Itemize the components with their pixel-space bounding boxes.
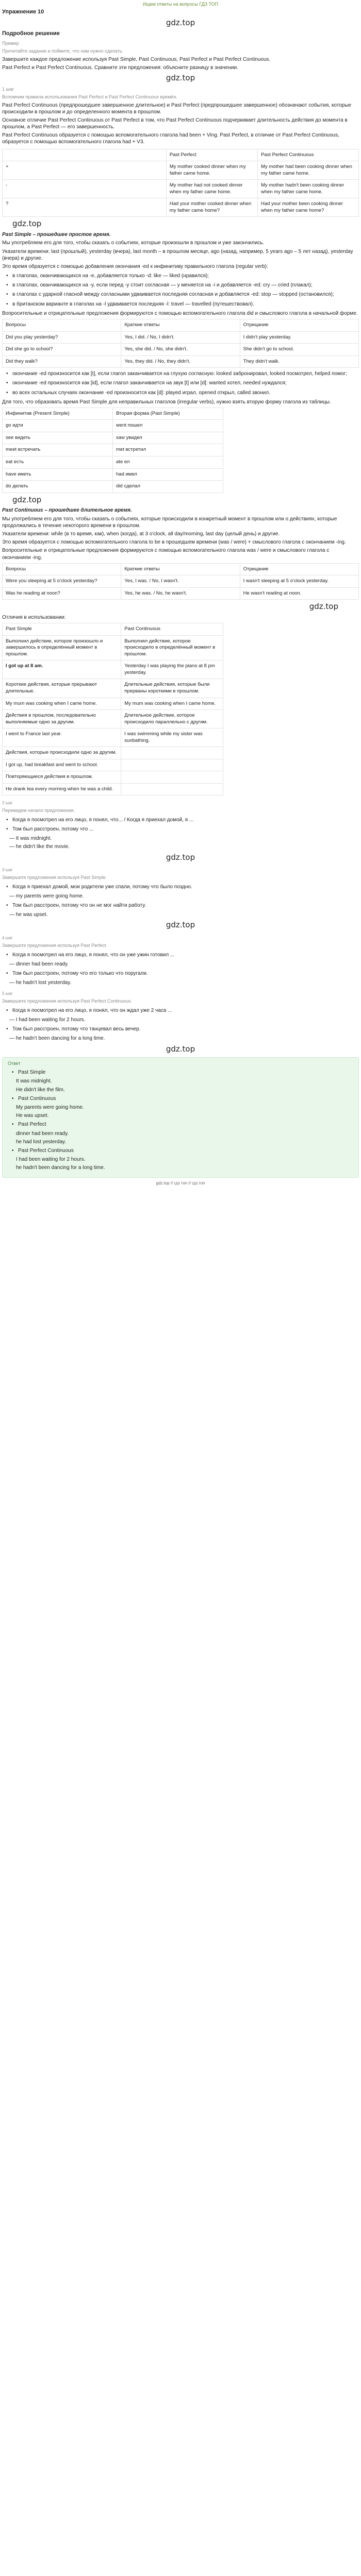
final-answer-box — [2, 1057, 359, 1177]
table-cell: saw увидел — [113, 432, 223, 444]
table-row — [3, 198, 359, 217]
table-cell: went пошел — [113, 420, 223, 432]
step-lead: Завершите предложения используя Past Perfect Continuous. — [2, 998, 132, 1004]
table-cell — [121, 747, 223, 759]
irregular-table — [2, 408, 223, 493]
rule-paragraph: Это время образуется с помощью вспомогательного глагола to be в прошедшем времени (was / were) + смыслового глагола с окончанием -ing. — [2, 539, 346, 546]
list-item: • Том был расстроен, потому что ... — [6, 826, 359, 833]
watermark: gdz.top — [166, 1044, 195, 1054]
table-row — [3, 728, 223, 747]
table-row — [3, 432, 223, 444]
table-cell: Had your mother been cooking dinner when my father came home? — [257, 198, 358, 217]
answer-group — [2, 868, 359, 918]
table-cell: He drank tea every morning when he was a child. — [3, 783, 121, 795]
final-answer-list — [12, 1095, 353, 1102]
rule-paragraph: Вопросительные и отрицательные предложения формируются с помощью вспомогательного глагола was / were и смыслового глагола с окончанием -ing. — [2, 548, 330, 561]
list-item: • в британском варианте в глаголах на -l удваивается последняя -l: travel — travelled (путешествовал). — [6, 301, 359, 308]
table-cell: ate ел — [113, 456, 223, 469]
table-row — [3, 331, 359, 344]
table-cell: Did they walk? — [3, 355, 121, 368]
table-row — [3, 660, 223, 679]
pronunciation-list — [6, 370, 359, 396]
answer-line: — he hadn't been dancing for a long time. — [9, 1036, 105, 1042]
table-header: Вторая форма (Past Simple) — [113, 408, 223, 420]
table-cell: Did you play yesterday? — [3, 331, 121, 344]
table-header: Отрицание — [240, 563, 358, 575]
rule-paragraph: Вопросительные и отрицательные предложения формируются с помощью вспомогательного глагола did и смыслового глагола в начальной форме. — [2, 310, 358, 316]
table-row — [3, 355, 359, 368]
table-row — [3, 635, 223, 660]
table-cell: go идти — [3, 420, 113, 432]
answer-list — [6, 952, 359, 958]
table-cell: Длительные действия, которые были прерваны короткими в прошлом. — [121, 679, 223, 698]
table-cell: Выполнял действие, которое происходило в определённый момент в прошлом. — [121, 635, 223, 660]
answer-line: — he was upset. — [9, 912, 48, 918]
step-label: 5 шаг — [2, 991, 13, 996]
table-cell: My mum was cooking when I came home. — [121, 698, 223, 710]
answer-group — [2, 991, 359, 1042]
list-item: • Когда я посмотрел на его лицо, я понял, что... / Когда я приехал домой, я ... — [6, 817, 359, 823]
list-item: • в глаголах с ударной гласной между согласными удваивается последняя согласная и добавляется -ed: stop — stopped (остановился); — [6, 291, 359, 298]
answer-line: dinner had been ready. — [16, 1130, 69, 1137]
table-cell — [121, 759, 223, 771]
final-answer-list — [12, 1147, 353, 1154]
table-cell: They didn't walk. — [240, 355, 358, 368]
list-item: • Когда я посмотрел на его лицо, я понял, что он уже ужин готовил ... — [6, 952, 359, 958]
list-item: • Когда я посмотрел на его лицо, я понял, что он ждал уже 2 часа ... — [6, 1007, 359, 1014]
table-cell: My mother had not cooked dinner when my father came home. — [166, 180, 257, 198]
table-row — [3, 180, 359, 198]
rule-paragraph: Это время образуется с помощью добавления окончания -ed к инфинитиву правильного глагола (regular verb): — [2, 263, 268, 269]
table-row — [3, 575, 359, 588]
table-row — [3, 759, 223, 771]
list-item: • Когда я приехал домой, мои родители уже спали, потому что было поздно. — [6, 884, 359, 890]
table-cell — [121, 783, 223, 795]
answer-line: My parents were going home. — [16, 1105, 84, 1111]
section-lead: Вспомним правила использования Past Perfect и Past Perfect Continuous времён. — [2, 94, 178, 99]
table-cell: My mother had been cooking dinner when my father came home. — [257, 161, 358, 180]
table-cell: Короткие действия, которые прерывают длительные. — [3, 679, 121, 698]
table-row — [3, 747, 223, 759]
table-cell: Повторяющиеся действия в прошлом. — [3, 771, 121, 784]
table-header: Вопросы — [3, 563, 121, 575]
perfect-table — [2, 149, 359, 217]
table-cell: Yes, they did. / No, they didn't. — [121, 355, 240, 368]
table-cell: did сделал — [113, 481, 223, 493]
step-lead: Переведем начало предложения. — [2, 807, 75, 813]
past-continuous-heading: Past Continuous – прошедшее длительное время. — [2, 507, 132, 514]
table-cell: I didn't play yesterday. — [240, 331, 358, 344]
rule-paragraph: Мы употребляем его для того, чтобы сказать о событиях, которые произошли в прошлом и уже закончились. — [2, 240, 265, 246]
was-table — [2, 563, 359, 600]
table-row — [3, 587, 359, 600]
table-row — [3, 408, 223, 420]
table-cell: My mother hadn't been cooking dinner when my father came home. — [257, 180, 358, 198]
table-cell: Did she go to school? — [3, 344, 121, 356]
footer: gdz.top // гдз топ // гдз.топ — [156, 1180, 205, 1185]
difference-title: Отличия в использовании: — [2, 615, 66, 621]
table-row — [3, 481, 223, 493]
table-row — [3, 698, 223, 710]
answer-line: He was upset. — [16, 1113, 49, 1119]
list-item: • во всех остальных случаях окончание -ed произносится как [d]: played играл, opened открыл, called звонил. — [6, 389, 359, 396]
step-label: 1 шаг — [2, 86, 14, 92]
table-cell: had имел — [113, 468, 223, 481]
watermark: gdz.top — [166, 920, 195, 930]
answer-list — [6, 1026, 359, 1032]
table-row — [3, 563, 359, 575]
table-row — [3, 468, 223, 481]
table-cell: met встретил — [113, 444, 223, 456]
table-cell: I got up at 8 am. — [3, 660, 121, 679]
answer-line: It was midnight. — [16, 1078, 52, 1084]
past-simple-heading: Past Simple – прошедшее простое время. — [2, 232, 111, 238]
table-row — [3, 783, 223, 795]
difference-table — [2, 623, 223, 795]
table-cell: My mum was cooking when I came home. — [3, 698, 121, 710]
table-cell: Действия, которые происходили одно за другим. — [3, 747, 121, 759]
table-cell: Were you sleeping at 5 o'clock yesterday? — [3, 575, 121, 588]
table-cell: meet встречать — [3, 444, 113, 456]
intro-paragraph: Прочитайте задание и поймите, что нам нужно сделать. — [2, 48, 123, 54]
ed-rules-list — [6, 273, 359, 308]
step-label: 2 шаг — [2, 801, 13, 806]
list-item: • окончание -ed произносится как [id], если глагол заканчивается на звук [t] или [d]: wanted хотел, needed нуждался; — [6, 380, 359, 386]
answer-label: Ответ — [8, 1061, 21, 1066]
table-row — [3, 679, 223, 698]
answer-list — [6, 902, 359, 909]
answer-line: — dinner had been ready. — [9, 961, 69, 967]
tense-label: • Past Continuous — [12, 1095, 353, 1102]
answer-line: he hadn't been dancing for a long time. — [16, 1165, 105, 1171]
intro-paragraph: Завершите каждое предложение используя Past Simple, Past Continuous, Past Perfect и Past Perfect Continuous. — [2, 56, 271, 62]
table-cell: Was he reading at noon? — [3, 587, 121, 600]
answer-list — [6, 970, 359, 977]
intro-paragraph: Past Perfect и Past Perfect Continuous. Сравните эти предложения: объясните разницу в значении. — [2, 64, 238, 71]
table-row — [3, 444, 223, 456]
answer-line: — I had been waiting for 2 hours. — [9, 1017, 86, 1023]
table-cell: Yes, I was. / No, I wasn't. — [121, 575, 240, 588]
answer-line: he had lost yesterday. — [16, 1139, 67, 1145]
table-cell: I went to France last year. — [3, 728, 121, 747]
table-cell: I wasn't sleeping at 5 o'clock yesterday. — [240, 575, 358, 588]
tense-label: • Past Perfect Continuous — [12, 1147, 353, 1154]
top-note[interactable]: Ищем ответы на вопросы ГДЗ ТОП — [142, 2, 219, 7]
answer-line: He didn't like the film. — [16, 1087, 65, 1093]
table-cell: Выполнил действие, которое произошло и завершилось в определённый момент в прошлом. — [3, 635, 121, 660]
watermark: gdz.top — [166, 852, 195, 862]
step-lead: Завершите предложения используя Past Simple. — [2, 874, 107, 880]
table-header: Past Perfect Continuous — [257, 149, 358, 161]
table-header: Вопросы — [3, 319, 121, 332]
table-cell: Had your mother cooked dinner when my father came home? — [166, 198, 257, 217]
answer-line: — he hadn't lost yesterday. — [9, 980, 72, 986]
table-cell: - — [3, 180, 167, 198]
step-lead: Завершите предложения используя Past Perfect. — [2, 942, 107, 948]
table-cell: She didn't go to school. — [240, 344, 358, 356]
list-item: • в глаголах, оканчивающихся на -e, добавляется только -d: like — liked (нравился); — [6, 273, 359, 279]
step-label: 4 шаг — [2, 936, 13, 941]
rule-paragraph: Past Perfect Continuous (предпрошедшее завершенное длительное) и Past Perfect (предпрошедшее завершенное) обозначают события, которые происходили в прошлом и до определенного момента в прошлом. — [2, 102, 352, 115]
table-header: Past Simple — [3, 623, 121, 636]
answer-line: — It was midnight. — [9, 836, 52, 842]
did-table — [2, 319, 359, 368]
table-header: Краткие ответы — [121, 563, 240, 575]
solution-title: Подробное решение — [2, 30, 60, 37]
intro-label: Пример — [2, 40, 19, 46]
table-cell: Yes, I did. / No, I didn't. — [121, 331, 240, 344]
watermark: gdz.top — [12, 219, 42, 229]
tense-label: • Past Simple — [12, 1069, 353, 1076]
table-row — [3, 623, 223, 636]
final-answer-list — [12, 1069, 353, 1076]
table-header: Инфинитив (Present Simple) — [3, 408, 113, 420]
page — [0, 0, 361, 1187]
tense-label: • Past Perfect — [12, 1121, 353, 1128]
table-header: Отрицание — [240, 319, 358, 332]
rule-paragraph: Для того, что образовать время Past Simple для неправильных глаголов (irregular verbs), нужно взять вторую форму глагола из таблицы. — [2, 399, 331, 405]
rule-paragraph: Мы употребляем его для того, чтобы сказать о событиях, которые происходили в конкретный момент в прошлом или о действиях, которые продолжались в течение некоторого времени в прошлом. — [2, 516, 337, 529]
table-cell: Yes, she did. / No, she didn't. — [121, 344, 240, 356]
list-item: • Том был расстроен, потому что танцевал весь вечер. — [6, 1026, 359, 1032]
rule-paragraph: Указатели времени: last (прошлый), yesterday (вчера), last month – в прошлом месяце, ago (назад, например, 5 years ago – 5 лет назад), yesterday (вчера) и другие. — [2, 248, 353, 261]
table-row — [3, 771, 223, 784]
table-cell — [121, 771, 223, 784]
table-row — [3, 319, 359, 332]
table-cell: eat есть — [3, 456, 113, 469]
answer-list — [6, 884, 359, 890]
table-cell: ? — [3, 198, 167, 217]
table-header: Краткие ответы — [121, 319, 240, 332]
step-label: 3 шаг — [2, 868, 13, 873]
answer-group — [2, 936, 359, 986]
table-header: Past Perfect — [166, 149, 257, 161]
answer-line: I had been waiting for 2 hours. — [16, 1157, 86, 1163]
rule-paragraph: Past Perfect Continuous образуется с помощью вспомогательного глагола had been + Ving. Past Perfect, в отличие от Past Perfect Continuous, образуется с помощью вспомогательного глагола had + V3. — [2, 132, 340, 145]
watermark: gdz.top — [309, 602, 338, 612]
list-item: • окончание -ed произносится как [t], если глагол заканчивается на глухую согласную: looked забронировал, looked посмотрел, helped помог; — [6, 370, 359, 377]
watermark: gdz.top — [166, 73, 195, 82]
table-header: Past Continuous — [121, 623, 223, 636]
table-cell: He wasn't reading at noon. — [240, 587, 358, 600]
list-item: • Том был расстроен, потому что он не мог найти работу. — [6, 902, 359, 909]
final-answer-list — [12, 1121, 353, 1128]
answer-list — [6, 1007, 359, 1014]
answer-line: — he didn't like the movie. — [9, 844, 70, 850]
table-row — [3, 149, 359, 161]
table-row — [3, 420, 223, 432]
watermark: gdz.top — [166, 18, 195, 27]
table-row — [3, 710, 223, 728]
answer-list — [6, 817, 359, 833]
table-cell: do делать — [3, 481, 113, 493]
table-cell: Yesterday I was playing the piano at 8 pm yesterday. — [121, 660, 223, 679]
exercise-title: Упражнение 10 — [2, 9, 44, 15]
table-row — [3, 161, 359, 180]
table-cell: Yes, he was. / No, he wasn't. — [121, 587, 240, 600]
rule-paragraph: Указатели времени: while (в то время, как), when (когда), at 3 o'clock, all day/morning, last day (целый день) и другие. — [2, 531, 280, 537]
table-cell: I was swimming while my sister was sunbathing. — [121, 728, 223, 747]
rule-paragraph: Основное отличие Past Perfect Continuous от Past Perfect в том, что Past Perfect Continuous подчеркивает длительность действия до момента в прошлом, а Past Perfect — его завершенность. — [2, 117, 348, 130]
table-cell: + — [3, 161, 167, 180]
table-cell — [3, 149, 167, 161]
table-cell: see видеть — [3, 432, 113, 444]
watermark: gdz.top — [12, 495, 42, 504]
table-cell: My mother cooked dinner when my father came home. — [166, 161, 257, 180]
table-row — [3, 344, 359, 356]
list-item: • в глаголах, оканчивающихся на -y, если перед -y стоит согласная — y меняется на -i и добавляется -ed: cry — cried (плакал); — [6, 282, 359, 289]
table-cell: have иметь — [3, 468, 113, 481]
table-row — [3, 456, 223, 469]
table-cell: I got up, had breakfast and went to school. — [3, 759, 121, 771]
table-cell: Действия в прошлом, последовательно выполняемые одно за другим. — [3, 710, 121, 728]
answer-line: — my parents were going home. — [9, 893, 84, 899]
table-cell: Длительное действие, которое происходило параллельно с другим. — [121, 710, 223, 728]
answer-group — [2, 801, 359, 850]
list-item: • Том был расстроен, потому что его только что поругали. — [6, 970, 359, 977]
